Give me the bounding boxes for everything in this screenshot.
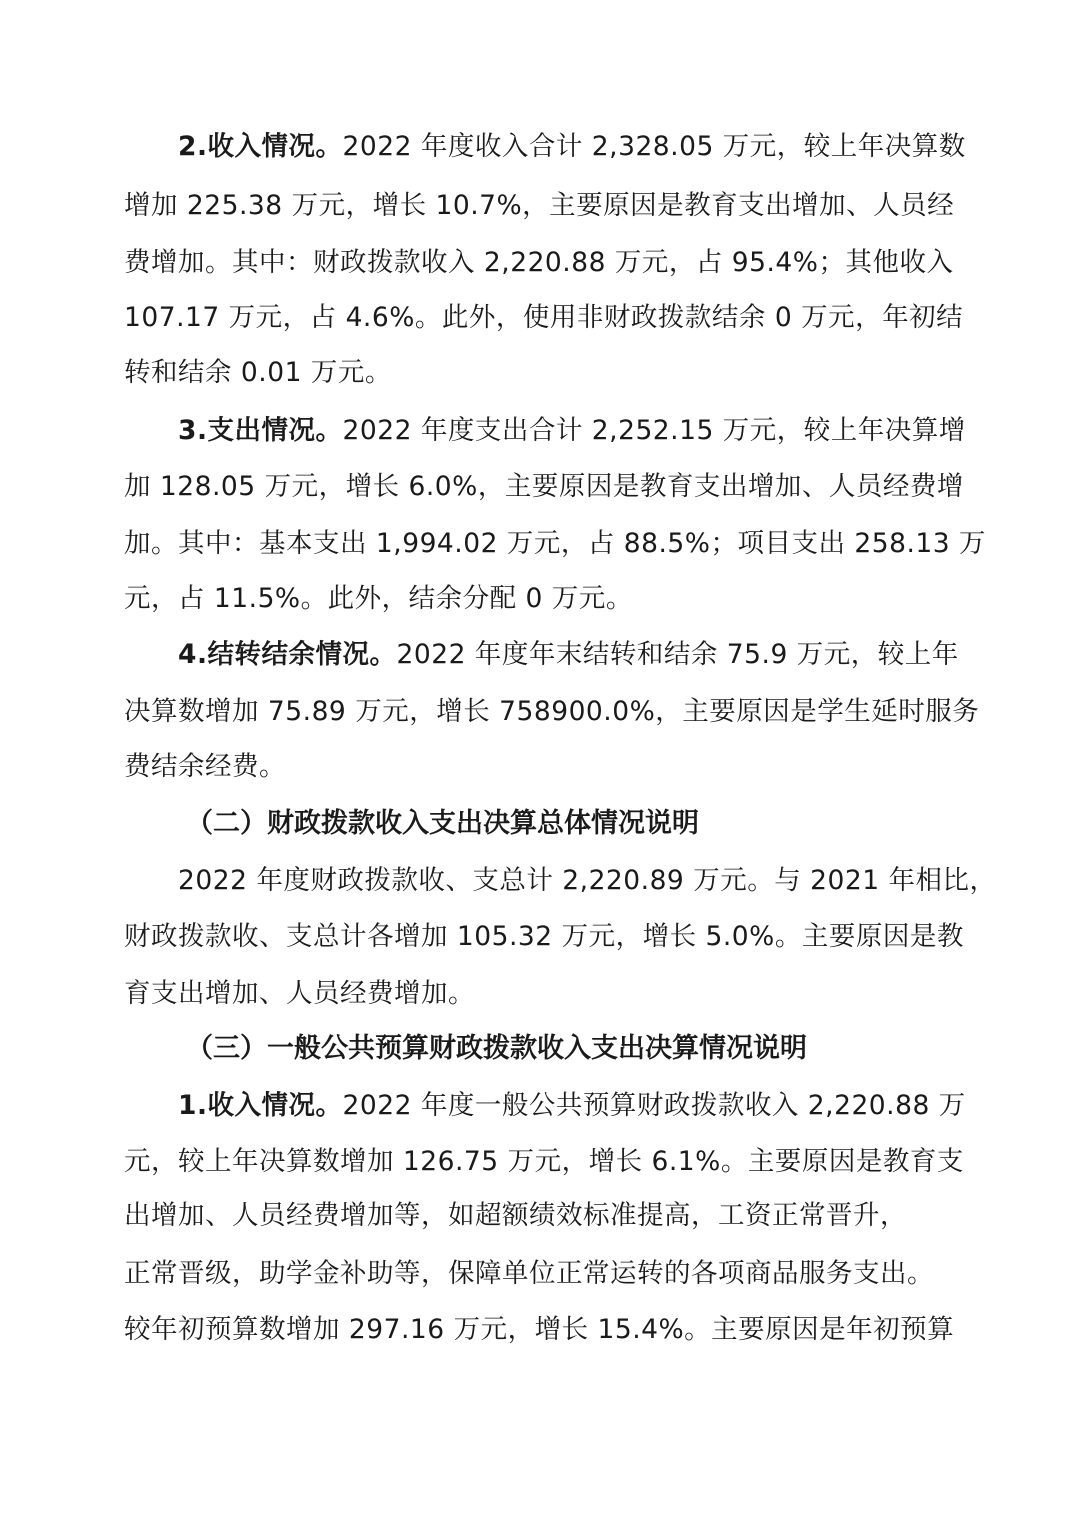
- paragraph-line: 加 128.05 万元，增长 6.0%，主要原因是教育支出增加、人员经费增: [124, 471, 964, 502]
- paragraph-line: [178, 127, 966, 167]
- section-lead: 3.支出情况。: [178, 415, 343, 446]
- paragraph-line: 决算数增加 75.89 万元，增长 758900.0%，主要原因是学生延时服务: [124, 696, 980, 727]
- line-text: 2022 年度支出合计 2,252.15 万元，较上年决算增: [342, 415, 966, 446]
- paragraph-line: 转和结余 0.01 万元。: [124, 357, 392, 388]
- section-heading: （三）一般公共预算财政拨款收入支出决算情况说明: [186, 1033, 807, 1064]
- paragraph-line: 元，较上年决算数增加 126.75 万元，增长 6.1%。主要原因是教育支: [124, 1146, 964, 1177]
- paragraph-line: 正常晋级，助学金补助等，保障单位正常运转的各项商品服务支出。: [124, 1258, 934, 1289]
- paragraph-line: 107.17 万元，占 4.6%。此外，使用非财政拨款结余 0 万元，年初结: [124, 302, 964, 333]
- section-lead: 1.收入情况。: [178, 1090, 343, 1121]
- paragraph-line: 元，占 11.5%。此外，结余分配 0 万元。: [124, 583, 633, 614]
- section-lead: 2.收入情况。: [178, 131, 343, 162]
- paragraph-line: 育支出增加、人员经费增加。: [124, 978, 475, 1009]
- paragraph-line: 加。其中：基本支出 1,994.02 万元，占 88.5%；项目支出 258.13 万: [124, 528, 987, 559]
- paragraph-line: 出增加、人员经费增加等，如超额绩效标准提高，工资正常晋升，: [124, 1200, 907, 1231]
- paragraph-line: 2022 年度财政拨款收、支总计 2,220.89 万元。与 2021 年相比，: [178, 865, 997, 896]
- paragraph-line: 费增加。其中：财政拨款收入 2,220.88 万元，占 95.4%；其他收入: [124, 247, 954, 278]
- paragraph-line: [178, 635, 959, 675]
- line-text: 2022 年度一般公共预算财政拨款收入 2,220.88 万: [342, 1090, 966, 1121]
- line-text: 2022 年度收入合计 2,328.05 万元，较上年决算数: [342, 131, 966, 162]
- section-heading: （二）财政拨款收入支出决算总体情况说明: [186, 808, 699, 839]
- paragraph-line: 较年初预算数增加 297.16 万元，增长 15.4%。主要原因是年初预算: [124, 1314, 955, 1345]
- paragraph-line: 费结余经费。: [124, 751, 286, 782]
- paragraph-line: 财政拨款收、支总计各增加 105.32 万元，增长 5.0%。主要原因是教: [124, 921, 964, 952]
- paragraph-line: [178, 411, 966, 451]
- paragraph-line: [178, 1086, 966, 1126]
- paragraph-line: 增加 225.38 万元，增长 10.7%，主要原因是教育支出增加、人员经: [124, 190, 955, 221]
- section-lead: 4.结转结余情况。: [178, 639, 397, 670]
- line-text: 2022 年度年末结转和结余 75.9 万元，较上年: [396, 639, 959, 670]
